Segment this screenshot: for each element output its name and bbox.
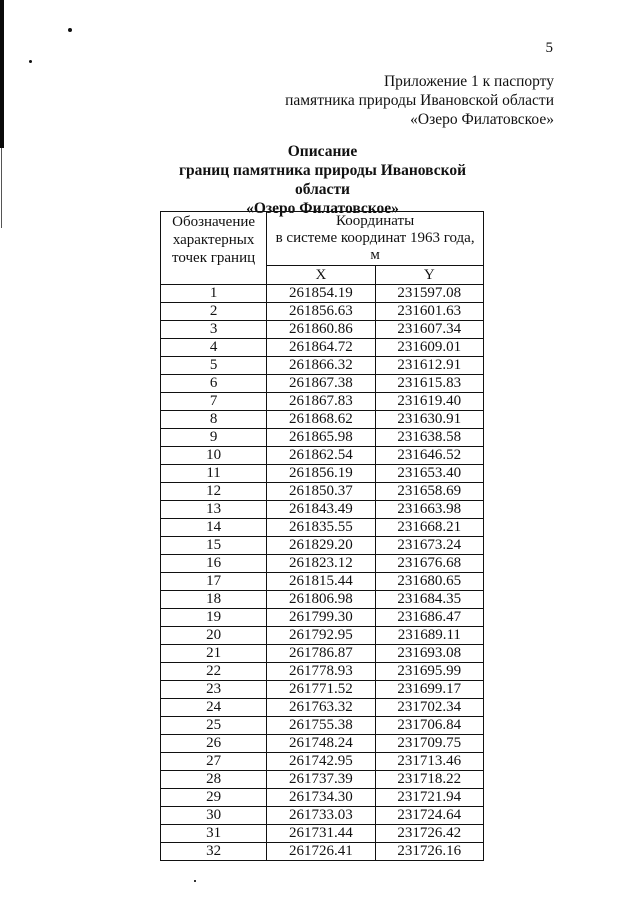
point-cell: 13: [161, 501, 267, 519]
x-coordinate-cell: 261856.63: [267, 303, 375, 321]
table-row: [161, 663, 484, 681]
y-coordinate-cell: 231724.64: [375, 807, 483, 825]
table-row: [161, 699, 484, 717]
y-coordinate-cell: 231702.34: [375, 699, 483, 717]
y-coordinate-cell: 231607.34: [375, 321, 483, 339]
x-coordinate-cell: 261778.93: [267, 663, 375, 681]
y-coordinate-cell: 231721.94: [375, 789, 483, 807]
table-row: [161, 519, 484, 537]
table-row: [161, 591, 484, 609]
y-coordinate-cell: 231713.46: [375, 753, 483, 771]
y-coordinate-cell: 231718.22: [375, 771, 483, 789]
point-cell: 23: [161, 681, 267, 699]
point-cell: 10: [161, 447, 267, 465]
table-row: [161, 447, 484, 465]
point-cell: 18: [161, 591, 267, 609]
table-row: [161, 501, 484, 519]
y-coordinate-cell: 231680.65: [375, 573, 483, 591]
y-coordinate-cell: 231689.11: [375, 627, 483, 645]
y-coordinate-cell: 231653.40: [375, 465, 483, 483]
point-cell: 7: [161, 393, 267, 411]
table-row: [161, 321, 484, 339]
y-coordinate-cell: 231612.91: [375, 357, 483, 375]
y-coordinate-cell: 231668.21: [375, 519, 483, 537]
table-row: [161, 375, 484, 393]
x-coordinate-cell: 261731.44: [267, 825, 375, 843]
header-text: точек границ: [172, 250, 256, 266]
x-coordinate-cell: 261860.86: [267, 321, 375, 339]
title-line: «Озеро Филатовское»: [246, 200, 399, 217]
point-cell: 27: [161, 753, 267, 771]
table-row: [161, 555, 484, 573]
scan-speck: [29, 60, 32, 63]
header-text: в системе координат 1963 года,: [275, 230, 475, 246]
x-coordinate-cell: 261829.20: [267, 537, 375, 555]
table-row: [161, 285, 484, 303]
y-coordinate-cell: 231658.69: [375, 483, 483, 501]
y-coordinate-cell: 231663.98: [375, 501, 483, 519]
document-title: [150, 142, 495, 218]
header-text: Обозначение: [172, 214, 256, 230]
table-row: [161, 357, 484, 375]
x-coordinate-cell: 261799.30: [267, 609, 375, 627]
x-coordinate-cell: 261763.32: [267, 699, 375, 717]
x-coordinate-cell: 261806.98: [267, 591, 375, 609]
x-coordinate-cell: 261786.87: [267, 645, 375, 663]
x-coordinate-cell: 261868.62: [267, 411, 375, 429]
point-cell: 1: [161, 285, 267, 303]
point-cell: 25: [161, 717, 267, 735]
y-coordinate-cell: 231673.24: [375, 537, 483, 555]
table-row: [161, 393, 484, 411]
appendix-note: [285, 72, 554, 129]
table-row: [161, 753, 484, 771]
point-cell: 8: [161, 411, 267, 429]
table-row: [161, 627, 484, 645]
table-row: [161, 303, 484, 321]
point-cell: 3: [161, 321, 267, 339]
table-row: [161, 411, 484, 429]
x-coordinate-cell: 261850.37: [267, 483, 375, 501]
y-coordinate-cell: 231686.47: [375, 609, 483, 627]
point-cell: 24: [161, 699, 267, 717]
coordinates-table: [160, 211, 484, 861]
point-cell: 26: [161, 735, 267, 753]
header-text: Координаты: [336, 213, 415, 229]
page-number: 5: [545, 40, 553, 56]
appendix-line: Приложение 1 к паспорту: [383, 73, 554, 90]
x-coordinate-cell: 261771.52: [267, 681, 375, 699]
point-cell: 17: [161, 573, 267, 591]
point-label-header: [161, 212, 267, 285]
x-column-header: X: [267, 266, 375, 285]
point-cell: 22: [161, 663, 267, 681]
table-row: [161, 771, 484, 789]
y-coordinate-cell: 231709.75: [375, 735, 483, 753]
coordinates-header: [267, 212, 484, 266]
table-row: [161, 537, 484, 555]
point-cell: 5: [161, 357, 267, 375]
x-coordinate-cell: 261742.95: [267, 753, 375, 771]
x-coordinate-cell: 261867.38: [267, 375, 375, 393]
scan-border-artifact: [0, 0, 4, 148]
table-row: [161, 789, 484, 807]
y-coordinate-cell: 231676.68: [375, 555, 483, 573]
scan-speck: [68, 28, 72, 32]
y-coordinate-cell: 231693.08: [375, 645, 483, 663]
y-coordinate-cell: 231630.91: [375, 411, 483, 429]
title-line: Описание: [287, 143, 358, 160]
x-coordinate-cell: 261726.41: [267, 843, 375, 861]
x-coordinate-cell: 261843.49: [267, 501, 375, 519]
table-row: [161, 717, 484, 735]
x-coordinate-cell: 261865.98: [267, 429, 375, 447]
y-coordinate-cell: 231619.40: [375, 393, 483, 411]
table-row: [161, 483, 484, 501]
table-row: [161, 825, 484, 843]
y-coordinate-cell: 231726.16: [375, 843, 483, 861]
point-cell: 4: [161, 339, 267, 357]
title-line: границ памятника природы Ивановской области: [178, 162, 467, 198]
x-coordinate-cell: 261854.19: [267, 285, 375, 303]
x-coordinate-cell: 261856.19: [267, 465, 375, 483]
x-coordinate-cell: 261864.72: [267, 339, 375, 357]
y-coordinate-cell: 231646.52: [375, 447, 483, 465]
x-coordinate-cell: 261792.95: [267, 627, 375, 645]
x-coordinate-cell: 261835.55: [267, 519, 375, 537]
y-column-header: Y: [375, 266, 483, 285]
table-row: [161, 339, 484, 357]
point-cell: 2: [161, 303, 267, 321]
appendix-line: «Озеро Филатовское»: [410, 111, 554, 128]
point-cell: 16: [161, 555, 267, 573]
header-text: м: [370, 247, 380, 263]
table-row: [161, 429, 484, 447]
y-coordinate-cell: 231597.08: [375, 285, 483, 303]
scan-border-artifact-thin: [1, 148, 2, 228]
table-row: [161, 609, 484, 627]
point-cell: 28: [161, 771, 267, 789]
y-coordinate-cell: 231699.17: [375, 681, 483, 699]
table-body: [161, 285, 484, 861]
point-cell: 21: [161, 645, 267, 663]
point-cell: 11: [161, 465, 267, 483]
table-header-row: [161, 212, 484, 266]
x-coordinate-cell: 261867.83: [267, 393, 375, 411]
table-row: [161, 807, 484, 825]
y-coordinate-cell: 231638.58: [375, 429, 483, 447]
y-coordinate-cell: 231684.35: [375, 591, 483, 609]
point-cell: 29: [161, 789, 267, 807]
point-cell: 9: [161, 429, 267, 447]
y-coordinate-cell: 231695.99: [375, 663, 483, 681]
table-row: [161, 573, 484, 591]
point-cell: 30: [161, 807, 267, 825]
table-row: [161, 465, 484, 483]
table-row: [161, 735, 484, 753]
point-cell: 6: [161, 375, 267, 393]
y-coordinate-cell: 231706.84: [375, 717, 483, 735]
table-row: [161, 681, 484, 699]
x-coordinate-cell: 261755.38: [267, 717, 375, 735]
point-cell: 19: [161, 609, 267, 627]
header-text: характерных: [172, 232, 255, 248]
point-cell: 15: [161, 537, 267, 555]
x-coordinate-cell: 261733.03: [267, 807, 375, 825]
x-coordinate-cell: 261748.24: [267, 735, 375, 753]
y-coordinate-cell: 231609.01: [375, 339, 483, 357]
x-coordinate-cell: 261734.30: [267, 789, 375, 807]
point-cell: 31: [161, 825, 267, 843]
x-coordinate-cell: 261823.12: [267, 555, 375, 573]
appendix-line: памятника природы Ивановской области: [285, 92, 554, 109]
table-row: [161, 843, 484, 861]
y-coordinate-cell: 231615.83: [375, 375, 483, 393]
y-coordinate-cell: 231726.42: [375, 825, 483, 843]
x-coordinate-cell: 261815.44: [267, 573, 375, 591]
point-cell: 12: [161, 483, 267, 501]
y-coordinate-cell: 231601.63: [375, 303, 483, 321]
table-row: [161, 645, 484, 663]
x-coordinate-cell: 261866.32: [267, 357, 375, 375]
point-cell: 14: [161, 519, 267, 537]
scan-speck: [194, 880, 196, 882]
x-coordinate-cell: 261862.54: [267, 447, 375, 465]
point-cell: 32: [161, 843, 267, 861]
x-coordinate-cell: 261737.39: [267, 771, 375, 789]
point-cell: 20: [161, 627, 267, 645]
